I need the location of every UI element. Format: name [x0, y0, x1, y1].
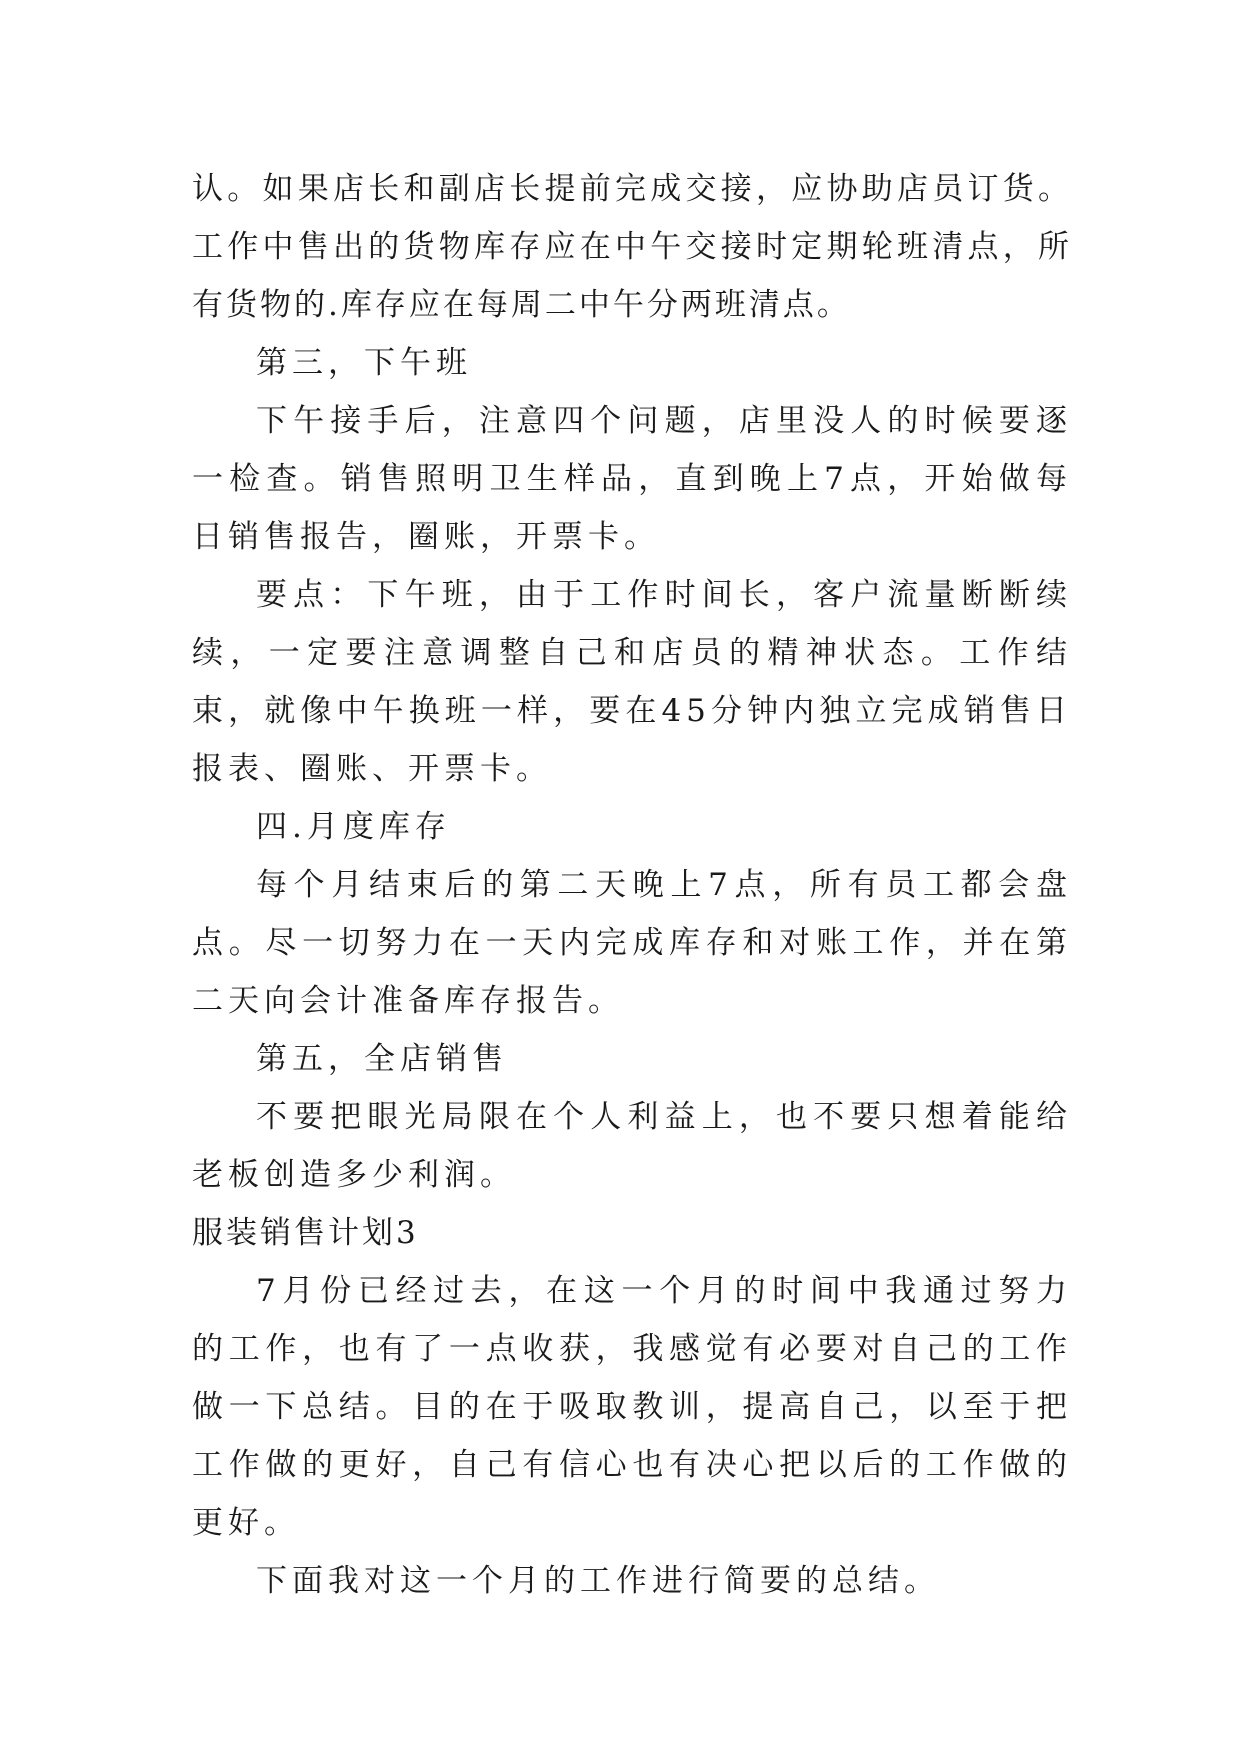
paragraph-summary-intro: 下面我对这一个月的工作进行简要的总结。 — [256, 1563, 940, 1599]
document-body — [192, 160, 1072, 1610]
paragraph-afternoon-duties: 下午接手后，注意四个问题，店里没人的时候要逐一检查。销售照明卫生样品，直到晚上7点，开始做每日销售报告，圈账，开票卡。 — [192, 403, 1072, 555]
document-title-sales-plan-3: 服装销售计划3 — [192, 1215, 419, 1251]
paragraph-monthly-inventory: 每个月结束后的第二天晚上7点，所有员工都会盘点。尽一切努力在一天内完成库存和对账工作，并在第二天向会计准备库存报告。 — [192, 867, 1072, 1019]
paragraph-continuation: 认。如果店长和副店长提前完成交接，应协助店员订货。工作中售出的货物库存应在中午交接时定期轮班清点，所有货物的.库存应在每周二中午分两班清点。 — [192, 171, 1072, 323]
section-heading-monthly-inventory: 四.月度库存 — [256, 809, 451, 845]
paragraph-store-sales: 不要把眼光局限在个人利益上，也不要只想着能给老板创造多少利润。 — [192, 1099, 1072, 1193]
paragraph-july-summary: 7月份已经过去，在这一个月的时间中我通过努力的工作，也有了一点收获，我感觉有必要对自己的工作做一下总结。目的在于吸取教训，提高自己，以至于把工作做的更好，自己有信心也有决心把以后的工作做的更好。 — [192, 1273, 1072, 1541]
section-heading-store-sales: 第五，全店销售 — [256, 1041, 508, 1077]
paragraph-afternoon-key-points: 要点：下午班，由于工作时间长，客户流量断断续续，一定要注意调整自己和店员的精神状态。工作结束，就像中午换班一样，要在45分钟内独立完成销售日报表、圈账、开票卡。 — [192, 577, 1072, 787]
section-heading-afternoon-shift: 第三，下午班 — [256, 345, 472, 381]
